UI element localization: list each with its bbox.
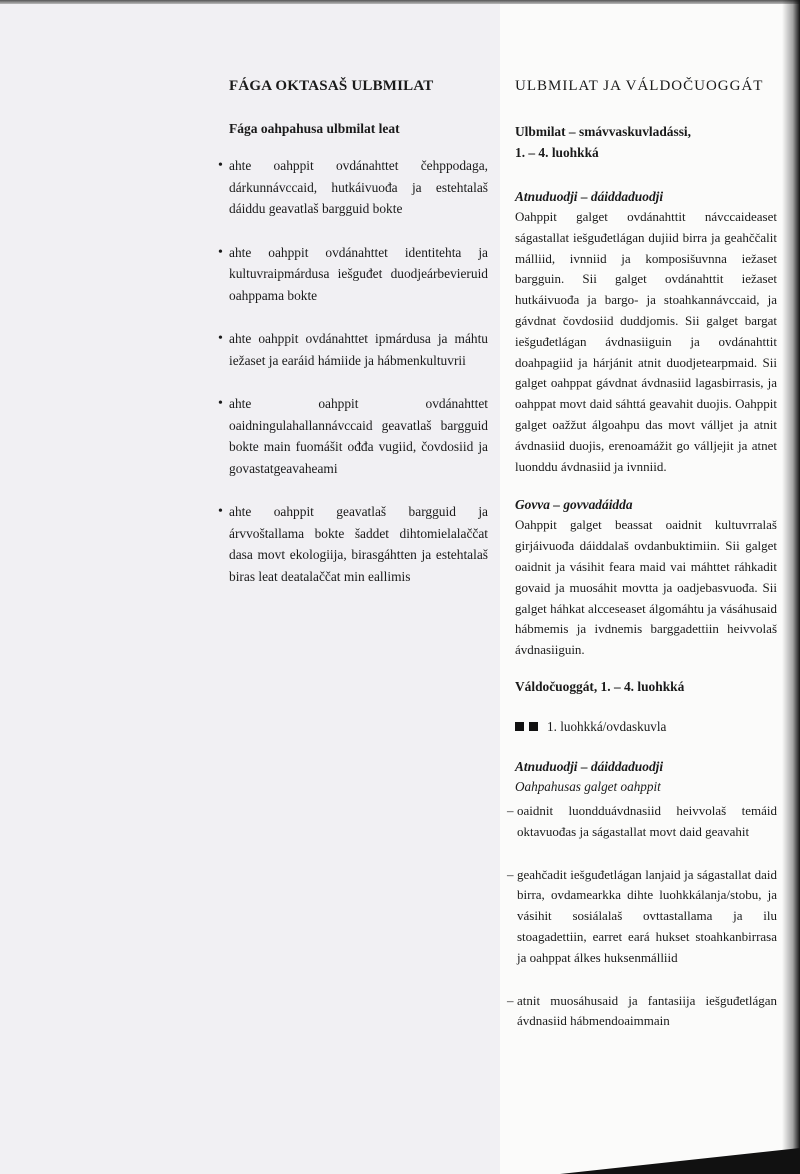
bottom-corner-shadow <box>560 1148 800 1174</box>
list-item <box>507 991 777 1033</box>
section-text-atnuduodji: Oahppit galget ovdánahttit návccaideaset ságastallat iešguđetlágan dujiid birra ja geahččalit málliid, ivnniid ja komposišuvnna iežaset bargguin. Sii galget ovdánahttit iežaset hutkáivuođa ja bargo- ja stoahkannávccaid, ja gávdnat čovdosiid duddjomis. Sii galget bargat iešguđetlágan ávdnasiiguin ja ovdánahttit doahpagiid ja hárjánit atnit duodjetearpmaid. Sii galget oahppat gávdnat ávdnasiid lagasbirrasis, ja oahppat movt daid sáhttá geavahit duojis. Oahppit galget oažžut álgoahpu das movt válljet ja atnit ávdnasiid duojis, erenoamážit go válljejit ja atnet luonddu ávdnasiid ja ivnniid. <box>515 209 777 474</box>
section-heading-atnuduodji: Atnuduodji – dáiddaduodji <box>515 189 664 204</box>
grade-label-row <box>515 719 777 735</box>
bullet-icon: • <box>218 158 223 173</box>
section-heading-govva: Govva – govvadáidda <box>515 497 633 513</box>
right-subheading-line2: 1. – 4. luohkká <box>515 145 599 160</box>
dash-icon: – <box>507 802 514 818</box>
list-item-text: oaidnit luondduávdnasiid heivvolaš temáid oktavuođas ja ságastallat movt daid geavahit <box>517 802 777 839</box>
grade-label: 1. luohkká/ovdaskuvla <box>547 718 667 734</box>
section-heading-atnuduodji-2: Atnuduodji – dáiddaduodji <box>515 758 664 774</box>
list-item <box>218 501 488 587</box>
list-item-text: ahte oahppit ovdánahttet oaidningulahallannávccaid geavatlaš bargguid bokte main fuomášit ođđa vugiid, čovdosiid ja govastatgeavaheami <box>229 396 488 476</box>
dash-icon: – <box>507 992 514 1008</box>
top-edge <box>0 0 800 4</box>
list-item <box>218 328 488 371</box>
list-item-text: geahčadit iešguđetlágan lanjaid ja ságastallat daid birra, ovdamearkka dihte luohkkálanja/stobu, ja vásihit sosiálalaš ovttastallama ja ilu stoagadettiin, earret eará hukset stoahkanbirrasa ja oahppat álkes huksenmálliid <box>517 866 777 965</box>
right-subheading <box>515 121 777 163</box>
right-edge-shadow <box>782 0 800 1174</box>
dash-list <box>507 801 777 1032</box>
list-item <box>218 242 488 307</box>
bullet-icon: • <box>218 396 223 411</box>
list-item <box>507 865 777 969</box>
bullet-icon: • <box>218 244 223 260</box>
section-text-govva: Oahppit galget beassat oaidnit kultuvrralaš girjáivuođa dáiddalaš ovdanbuktimiin. Sii galget oaidnit ja vásihit feara maid vai máhttet ráhkadit govaid ja muosáhit movtta ja oadjebasvuođa. Sii galget háhkat alcceseaset álgomáhtu ja vásáhusaid hábmemis ja ivdnemis barggadettiin heivvolaš ávdnasiiguin. <box>515 517 777 658</box>
right-column <box>507 78 777 1054</box>
list-item <box>218 155 488 220</box>
square-icon <box>515 722 524 731</box>
bullet-icon: • <box>218 331 223 346</box>
goals-list <box>218 155 488 587</box>
dash-icon: – <box>507 866 514 882</box>
list-item-text: ahte oahppit ovdánahttet čehppodaga, dárkunnávccaid, hutkáivuođa ja estehtalaš dáiddu geavatlaš bargguid bokte <box>229 158 488 216</box>
list-item <box>507 801 777 843</box>
right-subheading-line1: Ulbmilat – smávvaskuvladássi, <box>515 124 691 139</box>
list-item-text: ahte oahppit ovdánahttet identitehta ja kultuvraipmárdusa iešguđet duodjeárbevieruid oahppama bokte <box>229 244 488 303</box>
list-item-text: ahte oahppit geavatlaš bargguid ja árvvoštallama bokte šaddet dihtomielalaččat dasa movt ekologiija, birasgáhtten ja estehtalaš biras leat deatalaččat min eallimis <box>229 504 488 584</box>
bullet-icon: • <box>218 504 223 519</box>
right-title: ULBMILAT JA VÁLDOČUOGGÁT <box>515 78 764 94</box>
left-subheading: Fága oahpahusa ulbmilat leat <box>229 121 400 136</box>
left-column <box>218 78 488 609</box>
left-title: FÁGA OKTASAŠ ULBMILAT <box>229 78 434 94</box>
list-item-text: atnit muosáhusaid ja fantasiija iešguđetlágan ávdnasiid hábmendoaimmain <box>517 992 777 1029</box>
main-points-heading: Váldočuoggát, 1. – 4. luohkká <box>515 678 685 694</box>
list-item <box>218 393 488 479</box>
square-icon <box>529 722 538 731</box>
section-subheading: Oahpahusas galget oahppit <box>515 778 661 794</box>
list-item-text: ahte oahppit ovdánahttet ipmárdusa ja máhtu iežaset ja earáid hámiide ja hábmenkultuvrii <box>229 331 488 368</box>
